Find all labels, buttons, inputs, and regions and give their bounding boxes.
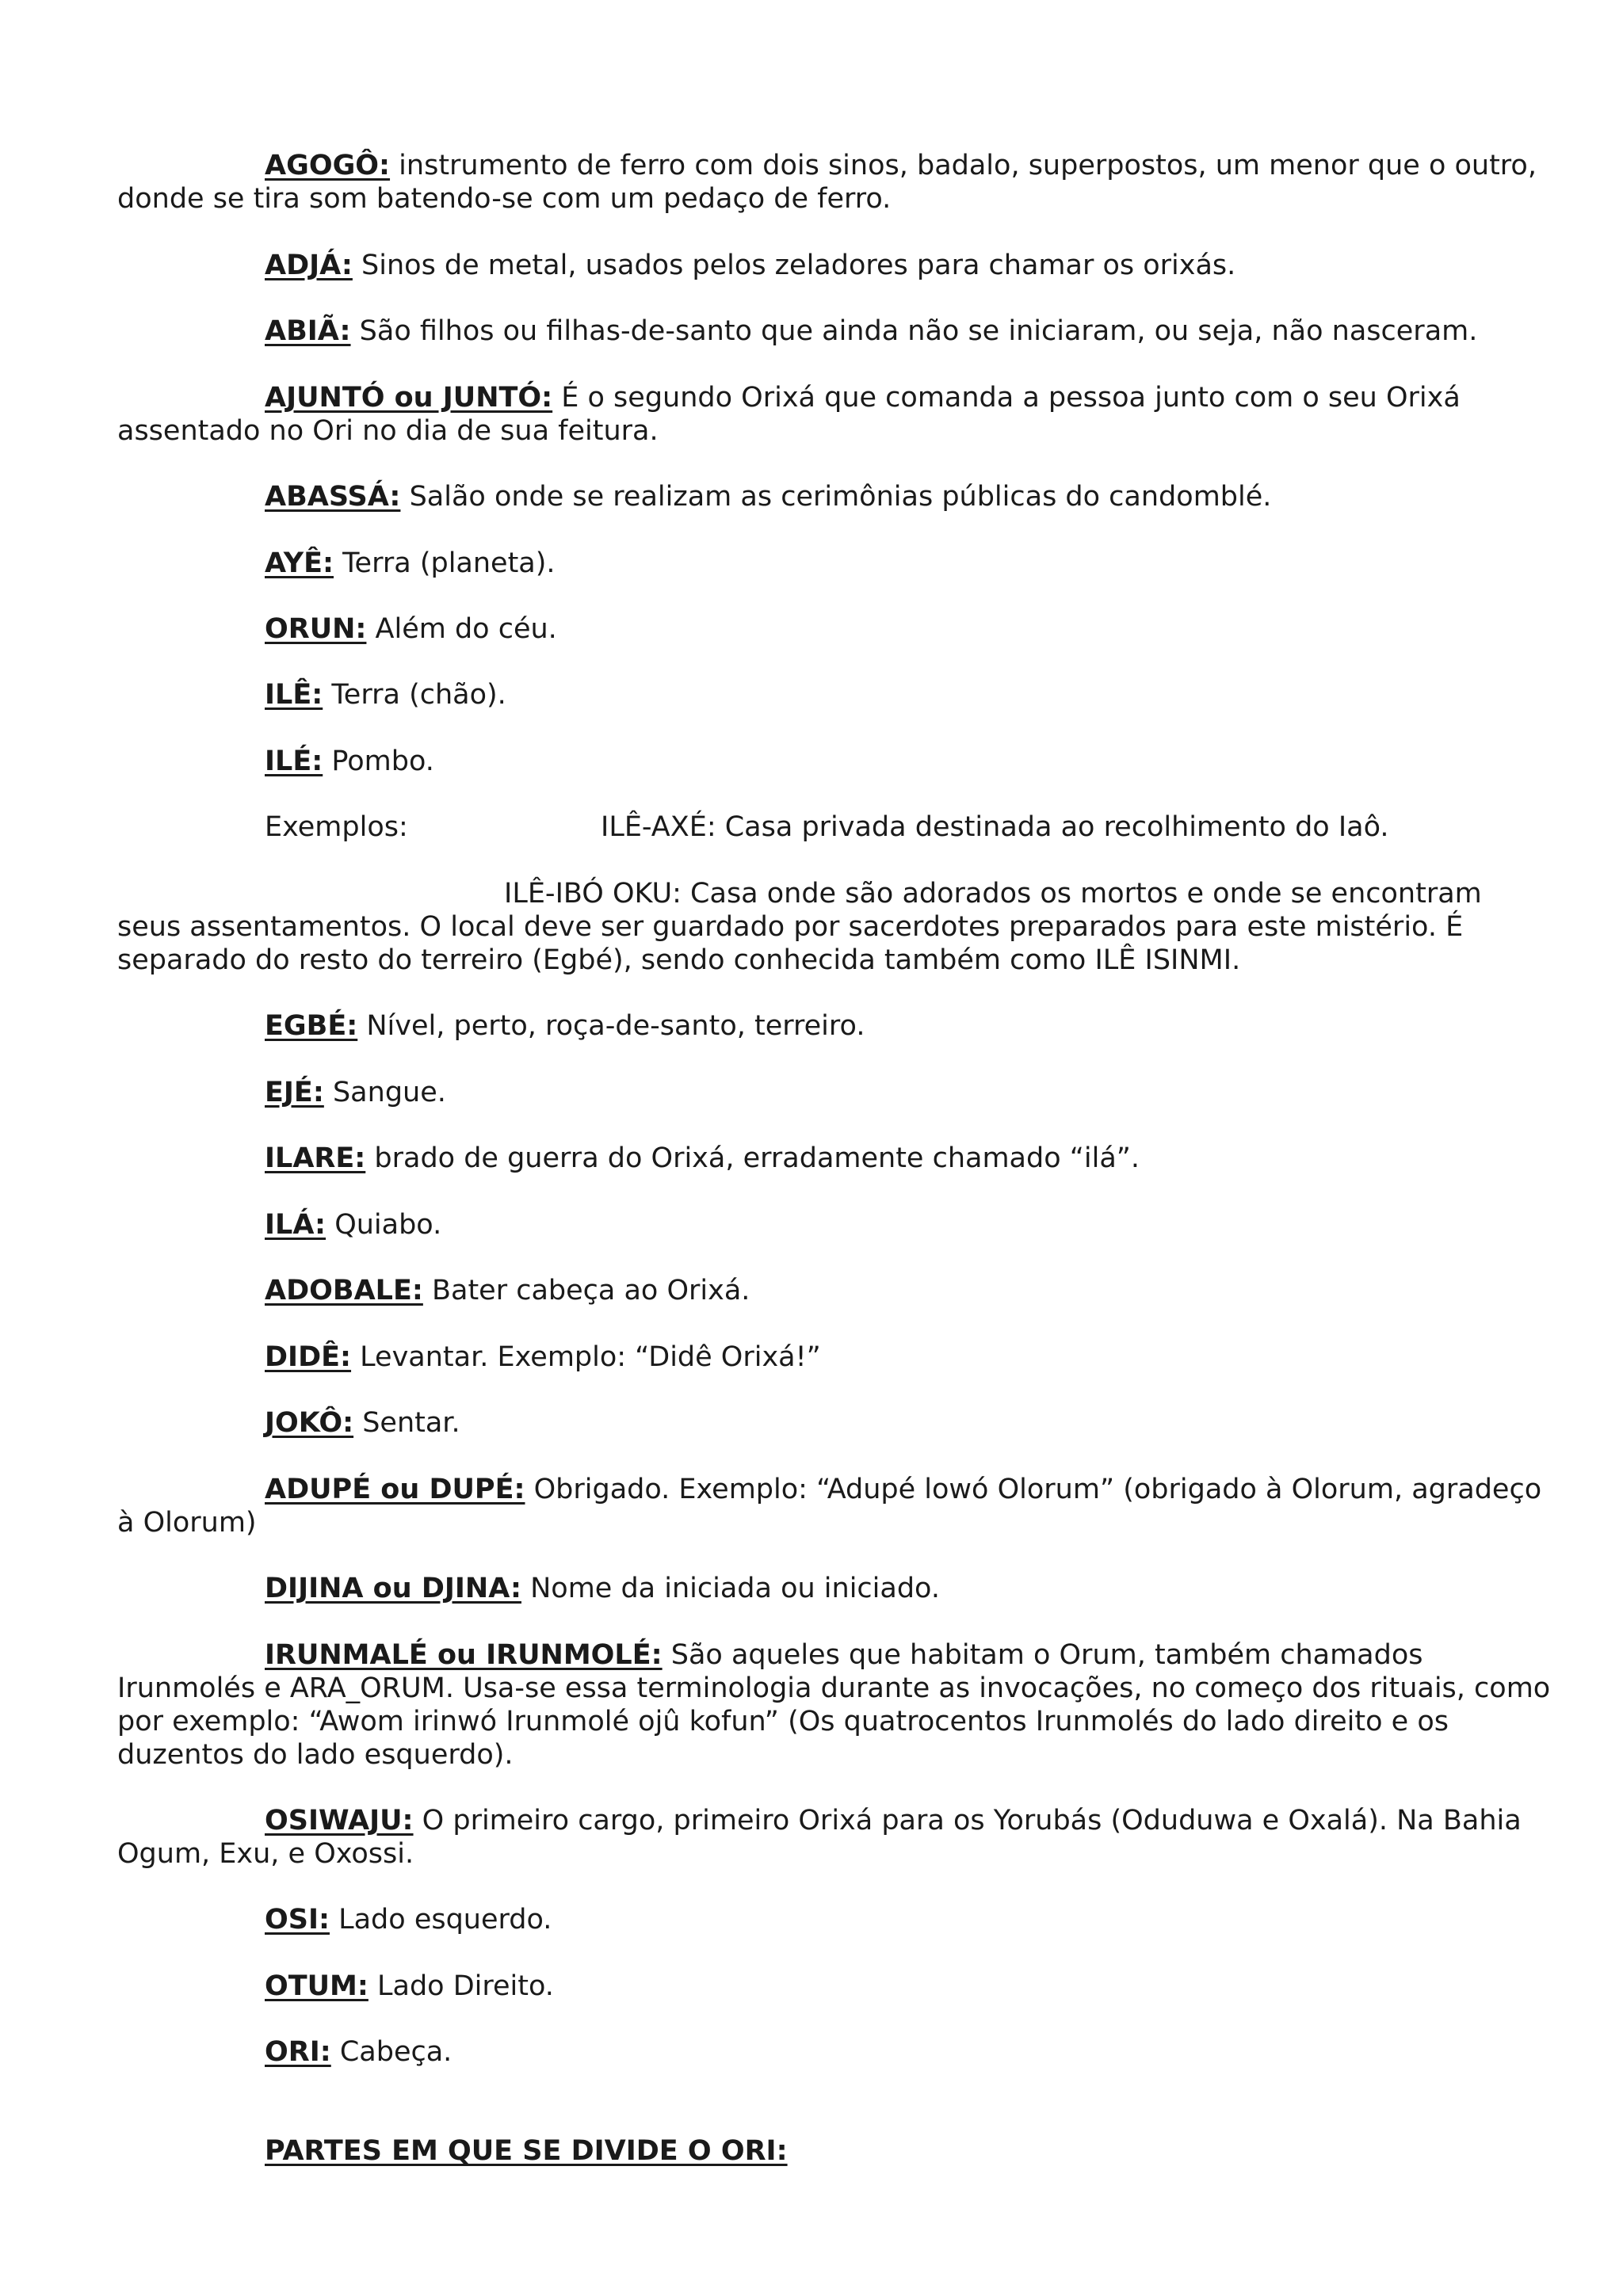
entry-term: ORI: xyxy=(265,2036,331,2068)
entry-term: ILARE: xyxy=(265,1142,366,1174)
entry-term: ADOBALE: xyxy=(265,1275,423,1306)
entry-definition: Nível, perto, roça-de-santo, terreiro. xyxy=(357,1010,865,1042)
glossary-entry-otum xyxy=(117,1970,1544,2003)
entry-term: AGOGÔ: xyxy=(265,150,391,181)
entry-definition-continued: donde se tira som batendo-se com um pedaço de ferro. xyxy=(117,183,892,215)
entry-definition-continued: Irunmolés e ARA_ORUM. Usa-se essa terminologia durante as invocações, no começo dos rituais, como xyxy=(117,1672,1551,1704)
entry-term: AYÊ: xyxy=(265,547,334,579)
entry-definition: É o segundo Orixá que comanda a pessoa junto com o seu Orixá xyxy=(552,382,1461,414)
entry-definition: São aqueles que habitam o Orum, também chamados xyxy=(662,1639,1423,1671)
entry-definition: Sinos de metal, usados pelos zeladores para chamar os orixás. xyxy=(352,250,1236,281)
entry-definition-continued: por exemplo: “Awom irinwó Irunmolé ojû kofun” (Os quatrocentos Irunmolés do lado direito e os xyxy=(117,1706,1449,1737)
entry-definition: Terra (chão). xyxy=(323,679,506,711)
glossary-entry-joko xyxy=(117,1406,1544,1440)
glossary-entry-eje xyxy=(117,1076,1544,1109)
glossary-entry-adupe xyxy=(117,1473,1544,1539)
entry-term: IRUNMALÉ ou IRUNMOLÉ: xyxy=(265,1639,663,1671)
example-continued: separado do resto do terreiro (Egbé), sendo conhecida também como ILÊ ISINMI. xyxy=(117,944,1241,976)
glossary-entry-egbe xyxy=(117,1009,1544,1043)
entry-definition: São filhos ou filhas-de-santo que ainda não se iniciaram, ou seja, não nasceram. xyxy=(350,315,1478,347)
entry-definition-continued: à Olorum) xyxy=(117,1507,257,1539)
example-ile-axe: ILÊ-AXÉ: Casa privada destinada ao recolhimento do Iaô. xyxy=(601,811,1389,843)
examples-label: Exemplos: xyxy=(265,811,408,843)
example-continued: seus assentamentos. O local deve ser guardado por sacerdotes preparados para este mistério. É xyxy=(117,911,1464,943)
entry-definition: Obrigado. Exemplo: “Adupé lowó Olorum” (obrigado à Olorum, agradeço xyxy=(525,1474,1542,1505)
entry-term: OTUM: xyxy=(265,1970,369,2002)
glossary-entry-dijina xyxy=(117,1572,1544,1605)
glossary-entry-abia xyxy=(117,315,1544,348)
glossary-entry-osi xyxy=(117,1903,1544,1936)
glossary-entry-ila xyxy=(117,1208,1544,1241)
entry-term: DIDÊ: xyxy=(265,1341,352,1373)
entry-term: EJÉ: xyxy=(265,1077,324,1108)
glossary-entry-adobale xyxy=(117,1274,1544,1307)
entry-term: ORUN: xyxy=(265,613,367,645)
glossary-entry-orun xyxy=(117,612,1544,646)
entry-definition: Lado esquerdo. xyxy=(329,1904,552,1936)
section-heading-block xyxy=(117,2134,1544,2168)
glossary-entry-abassa xyxy=(117,480,1544,513)
entry-definition: Nome da iniciada ou iniciado. xyxy=(521,1573,940,1604)
entry-term: ADJÁ: xyxy=(265,250,353,281)
entry-definition: brado de guerra do Orixá, erradamente chamado “ilá”. xyxy=(365,1142,1140,1174)
entry-definition: Quiabo. xyxy=(326,1209,442,1241)
entry-definition: Salão onde se realizam as cerimônias públicas do candomblé. xyxy=(400,481,1272,513)
entry-term: DIJINA ou DJINA: xyxy=(265,1573,521,1604)
entry-term: ABASSÁ: xyxy=(265,481,401,513)
entry-definition: Pombo. xyxy=(323,746,434,777)
glossary-entry-agogo xyxy=(117,149,1544,215)
glossary-entry-aye xyxy=(117,547,1544,580)
examples-block xyxy=(117,810,1544,844)
example-ile-ibo-oku-line: ILÊ-IBÓ OKU: Casa onde são adorados os mortos e onde se encontram xyxy=(504,878,1482,910)
entry-definition: instrumento de ferro com dois sinos, badalo, superpostos, um menor que o outro, xyxy=(390,150,1537,181)
glossary-entry-ori xyxy=(117,2035,1544,2069)
entry-definition: Terra (planeta). xyxy=(334,547,556,579)
entry-definition-continued: duzentos do lado esquerdo). xyxy=(117,1739,514,1771)
glossary-entry-ile-terra xyxy=(117,678,1544,711)
glossary-entry-irunmale xyxy=(117,1638,1551,1772)
glossary-entry-ile-pombo xyxy=(117,745,1544,778)
entry-definition-continued: assentado no Ori no dia de sua feitura. xyxy=(117,415,659,447)
entry-term: OSI: xyxy=(265,1904,330,1936)
glossary-entry-osiwaju xyxy=(117,1804,1544,1871)
entry-term: ADUPÉ ou DUPÉ: xyxy=(265,1474,525,1505)
entry-term: ABIÃ: xyxy=(265,315,351,347)
glossary-entry-ilare xyxy=(117,1142,1544,1175)
entry-term: JOKÔ: xyxy=(265,1407,354,1439)
entry-definition: Sentar. xyxy=(353,1407,460,1439)
entry-definition: Levantar. Exemplo: “Didê Orixá!” xyxy=(351,1341,821,1373)
entry-definition: O primeiro cargo, primeiro Orixá para os Yorubás (Oduduwa e Oxalá). Na Bahia xyxy=(413,1805,1522,1836)
entry-definition: Cabeça. xyxy=(330,2036,453,2068)
entry-definition: Lado Direito. xyxy=(368,1970,554,2002)
entry-definition-continued: Ogum, Exu, e Oxossi. xyxy=(117,1838,414,1870)
entry-definition: Sangue. xyxy=(323,1077,446,1108)
example-ile-ibo-oku xyxy=(117,877,1544,977)
entry-term: OSIWAJU: xyxy=(265,1805,414,1836)
entry-term: ILÊ: xyxy=(265,679,323,711)
entry-term: ILÉ: xyxy=(265,746,323,777)
entry-term: AJUNTÓ ou JUNTÓ: xyxy=(265,382,553,414)
entry-term: EGBÉ: xyxy=(265,1010,358,1042)
entry-definition: Bater cabeça ao Orixá. xyxy=(422,1275,750,1306)
entry-definition: Além do céu. xyxy=(366,613,557,645)
glossary-entry-adja xyxy=(117,249,1544,282)
entry-term: ILÁ: xyxy=(265,1209,327,1241)
glossary-entry-ajunto xyxy=(117,381,1544,448)
section-heading: PARTES EM QUE SE DIVIDE O ORI: xyxy=(265,2135,788,2167)
glossary-entry-dide xyxy=(117,1341,1544,1374)
